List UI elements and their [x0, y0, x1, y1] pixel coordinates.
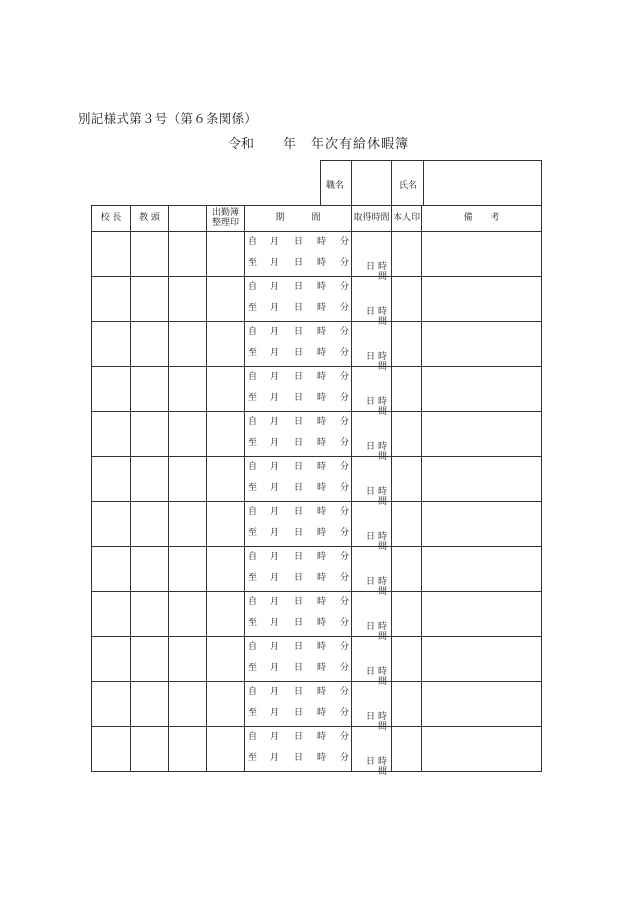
hour-label: 時	[317, 708, 327, 718]
blank-cell[interactable]	[169, 682, 207, 727]
acquired-days-label: 日	[366, 262, 376, 272]
from-label: 自	[248, 282, 258, 292]
minute-label: 分	[340, 483, 350, 493]
period-cell[interactable]	[245, 457, 352, 502]
self-seal-cell[interactable]	[392, 277, 422, 322]
remarks-cell[interactable]	[422, 682, 542, 727]
period-from-line	[245, 373, 351, 384]
month-label: 月	[270, 438, 280, 448]
minute-label: 分	[340, 528, 350, 538]
principal-seal-cell[interactable]	[92, 592, 131, 637]
acquired-hours-label: 時間	[377, 667, 387, 687]
period-from-line	[245, 328, 351, 339]
table-row	[92, 457, 542, 502]
name-input-cell[interactable]	[423, 160, 542, 206]
leave-record-table	[91, 205, 542, 777]
attendance-seal-cell[interactable]	[207, 322, 245, 367]
day-label: 日	[294, 237, 304, 247]
acquired-time-cell[interactable]	[352, 637, 392, 687]
to-label: 至	[248, 303, 258, 313]
head-teacher-seal-cell[interactable]	[131, 682, 169, 727]
remarks-cell[interactable]	[422, 727, 542, 772]
hour-label: 時	[317, 753, 327, 763]
head-teacher-seal-cell[interactable]	[131, 502, 169, 547]
acquired-hours-label: 時間	[377, 262, 387, 282]
acquired-hours-label: 時間	[377, 712, 387, 732]
month-label: 月	[270, 708, 280, 718]
month-label: 月	[270, 732, 280, 742]
blank-cell[interactable]	[169, 457, 207, 502]
day-label: 日	[294, 258, 304, 268]
to-label: 至	[248, 618, 258, 628]
attendance-seal-cell[interactable]	[207, 727, 245, 772]
minute-label: 分	[340, 258, 350, 268]
period-from-line	[245, 238, 351, 249]
to-label: 至	[248, 348, 258, 358]
acquired-hours-label: 時間	[377, 397, 387, 417]
table-row	[92, 682, 542, 727]
acquired-days-label: 日	[366, 397, 376, 407]
day-label: 日	[294, 303, 304, 313]
hour-label: 時	[317, 237, 327, 247]
month-label: 月	[270, 282, 280, 292]
period-to-line	[245, 259, 351, 270]
month-label: 月	[270, 258, 280, 268]
blank-cell[interactable]	[169, 547, 207, 592]
attendance-seal-cell[interactable]	[207, 637, 245, 682]
acquired-hours-label: 時間	[377, 577, 387, 597]
month-label: 月	[270, 687, 280, 697]
head-teacher-seal-cell[interactable]	[131, 322, 169, 367]
month-label: 月	[270, 303, 280, 313]
principal-seal-cell[interactable]	[92, 322, 131, 367]
job-title-input-cell[interactable]	[351, 160, 392, 206]
table-header-row	[92, 206, 542, 232]
principal-seal-cell[interactable]	[92, 682, 131, 727]
period-to-line	[245, 304, 351, 315]
acquired-days-label: 日	[366, 532, 376, 542]
period-from-line	[245, 463, 351, 474]
minute-label: 分	[340, 372, 350, 382]
col-principal: 校 長	[92, 206, 131, 232]
period-from-line	[245, 283, 351, 294]
principal-seal-cell[interactable]	[92, 637, 131, 682]
hour-label: 時	[317, 462, 327, 472]
name-label: 氏名	[399, 181, 418, 191]
attendance-seal-cell[interactable]	[207, 367, 245, 412]
blank-cell[interactable]	[169, 367, 207, 412]
minute-label: 分	[340, 732, 350, 742]
remarks-cell[interactable]	[422, 457, 542, 502]
period-to-line	[245, 574, 351, 585]
minute-label: 分	[340, 753, 350, 763]
minute-label: 分	[340, 597, 350, 607]
minute-label: 分	[340, 708, 350, 718]
hour-label: 時	[317, 507, 327, 517]
principal-seal-cell[interactable]	[92, 412, 131, 457]
attendance-seal-cell[interactable]	[207, 277, 245, 322]
period-cell[interactable]	[245, 412, 352, 457]
self-seal-cell[interactable]	[392, 232, 422, 277]
acquired-days-label: 日	[366, 442, 376, 452]
day-label: 日	[294, 687, 304, 697]
table-row	[92, 592, 542, 637]
hour-label: 時	[317, 258, 327, 268]
acquired-days-label: 日	[366, 352, 376, 362]
minute-label: 分	[340, 438, 350, 448]
day-label: 日	[294, 753, 304, 763]
month-label: 月	[270, 417, 280, 427]
hour-label: 時	[317, 642, 327, 652]
attendance-seal-line2: 整理印	[211, 217, 239, 228]
day-label: 日	[294, 552, 304, 562]
period-from-line	[245, 553, 351, 564]
to-label: 至	[248, 708, 258, 718]
hour-label: 時	[317, 483, 327, 493]
acquired-time-cell[interactable]	[352, 367, 392, 417]
attendance-seal-cell[interactable]	[207, 502, 245, 547]
acquired-days-label: 日	[366, 577, 376, 587]
head-teacher-seal-cell[interactable]	[131, 277, 169, 322]
table-row	[92, 727, 542, 772]
period-from-line	[245, 508, 351, 519]
to-label: 至	[248, 438, 258, 448]
to-label: 至	[248, 753, 258, 763]
day-label: 日	[294, 438, 304, 448]
job-title-label: 職名	[326, 181, 345, 191]
principal-seal-cell[interactable]	[92, 547, 131, 592]
minute-label: 分	[340, 303, 350, 313]
attendance-seal-line1: 出勤簿	[211, 207, 239, 218]
hour-label: 時	[317, 348, 327, 358]
acquired-days-label: 日	[366, 622, 376, 632]
head-teacher-seal-cell[interactable]	[131, 412, 169, 457]
month-label: 月	[270, 528, 280, 538]
head-teacher-seal-cell[interactable]	[131, 547, 169, 592]
period-from-line	[245, 643, 351, 654]
from-label: 自	[248, 237, 258, 247]
blank-cell[interactable]	[169, 412, 207, 457]
minute-label: 分	[340, 282, 350, 292]
self-seal-cell[interactable]	[392, 592, 422, 637]
principal-seal-cell[interactable]	[92, 367, 131, 412]
head-teacher-seal-cell[interactable]	[131, 232, 169, 277]
acquired-time-cell[interactable]	[352, 277, 392, 327]
period-cell[interactable]	[245, 322, 352, 367]
acquired-time-cell[interactable]	[352, 727, 392, 777]
remarks-cell[interactable]	[422, 592, 542, 637]
to-label: 至	[248, 528, 258, 538]
period-from-line	[245, 733, 351, 744]
hour-label: 時	[317, 303, 327, 313]
day-label: 日	[294, 372, 304, 382]
blank-cell[interactable]	[169, 592, 207, 637]
acquired-days-label: 日	[366, 307, 376, 317]
hour-label: 時	[317, 552, 327, 562]
head-teacher-seal-cell[interactable]	[131, 727, 169, 772]
from-label: 自	[248, 372, 258, 382]
period-to-line	[245, 349, 351, 360]
hour-label: 時	[317, 438, 327, 448]
acquired-hours-label: 時間	[377, 622, 387, 642]
acquired-hours-label: 時間	[377, 532, 387, 552]
period-to-line	[245, 754, 351, 765]
minute-label: 分	[340, 573, 350, 583]
remarks-cell[interactable]	[422, 322, 542, 367]
month-label: 月	[270, 663, 280, 673]
self-seal-cell[interactable]	[392, 637, 422, 682]
table-row	[92, 412, 542, 457]
remarks-cell[interactable]	[422, 367, 542, 412]
col-remarks: 備 考	[422, 206, 542, 232]
title-name: 年次有給休暇簿	[311, 137, 410, 152]
acquired-time-cell[interactable]	[352, 682, 392, 732]
table-row	[92, 232, 542, 277]
principal-seal-cell[interactable]	[92, 232, 131, 277]
blank-cell[interactable]	[169, 637, 207, 682]
period-to-line	[245, 664, 351, 675]
principal-seal-cell[interactable]	[92, 502, 131, 547]
table-row	[92, 502, 542, 547]
from-label: 自	[248, 417, 258, 427]
acquired-days-label: 日	[366, 487, 376, 497]
period-to-line	[245, 484, 351, 495]
month-label: 月	[270, 372, 280, 382]
col-head-teacher: 教 頭	[131, 206, 169, 232]
period-cell[interactable]	[245, 367, 352, 412]
col-self-seal: 本人印	[392, 206, 422, 232]
acquired-time-cell[interactable]	[352, 502, 392, 552]
attendance-seal-cell[interactable]	[207, 592, 245, 637]
minute-label: 分	[340, 642, 350, 652]
day-label: 日	[294, 732, 304, 742]
day-label: 日	[294, 528, 304, 538]
day-label: 日	[294, 663, 304, 673]
acquired-hours-label: 時間	[377, 757, 387, 777]
day-label: 日	[294, 393, 304, 403]
table-row	[92, 277, 542, 322]
principal-seal-cell[interactable]	[92, 457, 131, 502]
from-label: 自	[248, 732, 258, 742]
table-row	[92, 637, 542, 682]
from-label: 自	[248, 507, 258, 517]
self-seal-cell[interactable]	[392, 457, 422, 502]
period-cell[interactable]	[245, 592, 352, 637]
minute-label: 分	[340, 348, 350, 358]
day-label: 日	[294, 483, 304, 493]
blank-cell[interactable]	[169, 232, 207, 277]
minute-label: 分	[340, 393, 350, 403]
period-to-line	[245, 439, 351, 450]
hour-label: 時	[317, 663, 327, 673]
attendance-seal-cell[interactable]	[207, 457, 245, 502]
month-label: 月	[270, 348, 280, 358]
remarks-cell[interactable]	[422, 412, 542, 457]
form-caption: 別記様式第３号（第６条関係）	[78, 111, 258, 126]
day-label: 日	[294, 327, 304, 337]
table-row	[92, 367, 542, 412]
month-label: 月	[270, 237, 280, 247]
minute-label: 分	[340, 507, 350, 517]
period-cell[interactable]	[245, 682, 352, 727]
from-label: 自	[248, 327, 258, 337]
attendance-seal-cell[interactable]	[207, 232, 245, 277]
blank-cell[interactable]	[169, 727, 207, 772]
acquired-time-cell[interactable]	[352, 322, 392, 372]
month-label: 月	[270, 618, 280, 628]
period-to-line	[245, 709, 351, 720]
acquired-days-label: 日	[366, 667, 376, 677]
period-to-line	[245, 529, 351, 540]
acquired-hours-label: 時間	[377, 487, 387, 507]
hour-label: 時	[317, 618, 327, 628]
to-label: 至	[248, 573, 258, 583]
day-label: 日	[294, 618, 304, 628]
day-label: 日	[294, 417, 304, 427]
period-from-line	[245, 418, 351, 429]
to-label: 至	[248, 258, 258, 268]
col-acquired-time: 取得時間	[352, 206, 392, 232]
day-label: 日	[294, 642, 304, 652]
table-row	[92, 322, 542, 367]
to-label: 至	[248, 663, 258, 673]
hour-label: 時	[317, 528, 327, 538]
period-cell[interactable]	[245, 232, 352, 277]
remarks-cell[interactable]	[422, 637, 542, 682]
from-label: 自	[248, 642, 258, 652]
title-year: 年	[283, 137, 297, 152]
period-cell[interactable]	[245, 277, 352, 322]
acquired-time-cell[interactable]	[352, 592, 392, 642]
remarks-cell[interactable]	[422, 277, 542, 322]
attendance-seal-cell[interactable]	[207, 547, 245, 592]
self-seal-cell[interactable]	[392, 547, 422, 592]
period-to-line	[245, 619, 351, 630]
day-label: 日	[294, 282, 304, 292]
month-label: 月	[270, 507, 280, 517]
minute-label: 分	[340, 462, 350, 472]
period-cell[interactable]	[245, 547, 352, 592]
acquired-hours-label: 時間	[377, 442, 387, 462]
period-cell[interactable]	[245, 502, 352, 547]
day-label: 日	[294, 462, 304, 472]
hour-label: 時	[317, 372, 327, 382]
head-teacher-seal-cell[interactable]	[131, 457, 169, 502]
remarks-cell[interactable]	[422, 547, 542, 592]
acquired-days-label: 日	[366, 712, 376, 722]
month-label: 月	[270, 573, 280, 583]
month-label: 月	[270, 327, 280, 337]
minute-label: 分	[340, 618, 350, 628]
period-cell[interactable]	[245, 727, 352, 772]
day-label: 日	[294, 597, 304, 607]
minute-label: 分	[340, 663, 350, 673]
month-label: 月	[270, 462, 280, 472]
acquired-time-cell[interactable]	[352, 547, 392, 597]
acquired-hours-label: 時間	[377, 352, 387, 372]
from-label: 自	[248, 597, 258, 607]
minute-label: 分	[340, 552, 350, 562]
day-label: 日	[294, 348, 304, 358]
acquired-time-cell[interactable]	[352, 232, 392, 282]
hour-label: 時	[317, 393, 327, 403]
hour-label: 時	[317, 417, 327, 427]
hour-label: 時	[317, 597, 327, 607]
month-label: 月	[270, 642, 280, 652]
self-seal-cell[interactable]	[392, 322, 422, 367]
attendance-seal-cell[interactable]	[207, 412, 245, 457]
self-seal-cell[interactable]	[392, 412, 422, 457]
day-label: 日	[294, 708, 304, 718]
minute-label: 分	[340, 687, 350, 697]
principal-seal-cell[interactable]	[92, 277, 131, 322]
self-seal-cell[interactable]	[392, 367, 422, 412]
attendance-seal-cell[interactable]	[207, 682, 245, 727]
from-label: 自	[248, 462, 258, 472]
acquired-hours-label: 時間	[377, 307, 387, 327]
month-label: 月	[270, 552, 280, 562]
remarks-cell[interactable]	[422, 232, 542, 277]
month-label: 月	[270, 597, 280, 607]
month-label: 月	[270, 483, 280, 493]
period-cell[interactable]	[245, 637, 352, 682]
day-label: 日	[294, 573, 304, 583]
principal-seal-cell[interactable]	[92, 727, 131, 772]
period-to-line	[245, 394, 351, 405]
hour-label: 時	[317, 573, 327, 583]
blank-cell[interactable]	[169, 277, 207, 322]
minute-label: 分	[340, 237, 350, 247]
title-era: 令和	[228, 137, 255, 152]
col-attendance-seal	[207, 206, 245, 232]
hour-label: 時	[317, 687, 327, 697]
head-teacher-seal-cell[interactable]	[131, 592, 169, 637]
hour-label: 時	[317, 327, 327, 337]
table-row	[92, 547, 542, 592]
blank-cell[interactable]	[169, 322, 207, 367]
remarks-cell[interactable]	[422, 502, 542, 547]
to-label: 至	[248, 483, 258, 493]
minute-label: 分	[340, 417, 350, 427]
period-from-line	[245, 688, 351, 699]
minute-label: 分	[340, 327, 350, 337]
from-label: 自	[248, 552, 258, 562]
period-from-line	[245, 598, 351, 609]
head-teacher-seal-cell[interactable]	[131, 367, 169, 412]
acquired-time-cell[interactable]	[352, 412, 392, 462]
acquired-days-label: 日	[366, 757, 376, 767]
hour-label: 時	[317, 732, 327, 742]
acquired-time-cell[interactable]	[352, 457, 392, 507]
head-teacher-seal-cell[interactable]	[131, 637, 169, 682]
day-label: 日	[294, 507, 304, 517]
blank-cell[interactable]	[169, 502, 207, 547]
self-seal-cell[interactable]	[392, 502, 422, 547]
self-seal-cell[interactable]	[392, 682, 422, 727]
month-label: 月	[270, 753, 280, 763]
col-blank	[169, 206, 207, 232]
month-label: 月	[270, 393, 280, 403]
col-period: 期 間	[245, 206, 352, 232]
from-label: 自	[248, 687, 258, 697]
to-label: 至	[248, 393, 258, 403]
hour-label: 時	[317, 282, 327, 292]
self-seal-cell[interactable]	[392, 727, 422, 772]
